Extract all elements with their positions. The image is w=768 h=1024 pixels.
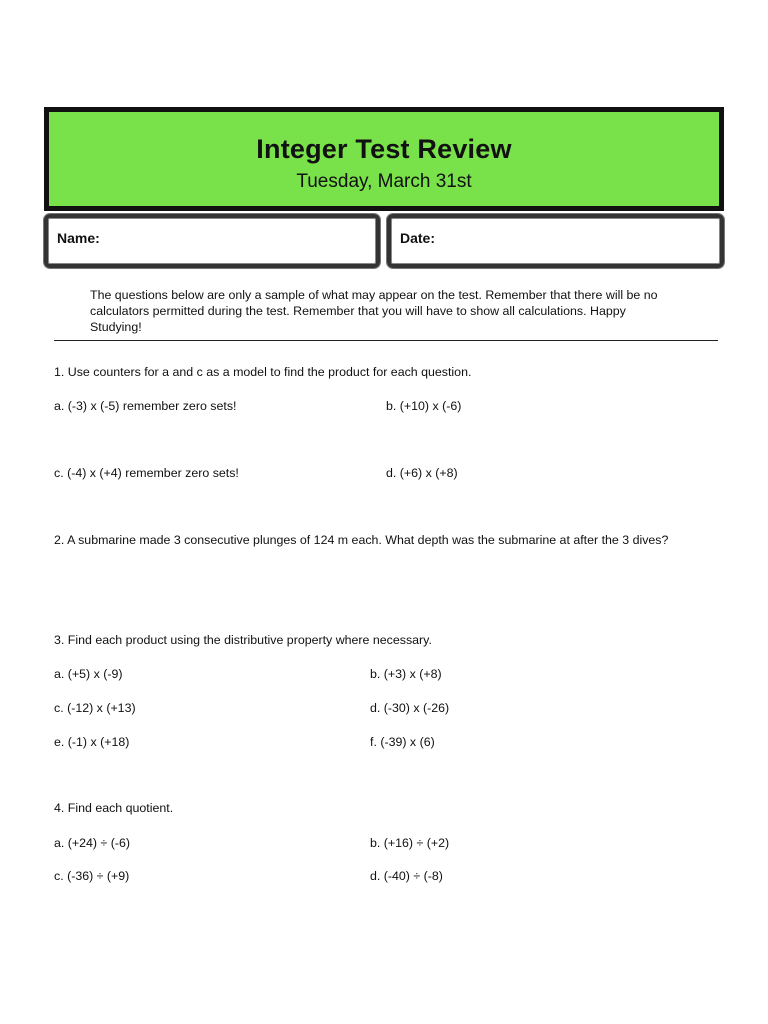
page-subtitle: Tuesday, March 31st	[296, 171, 472, 192]
name-label: Name:	[57, 230, 100, 246]
q4-part-a: a. (+24) ÷ (-6)	[54, 836, 131, 850]
date-field[interactable]	[387, 214, 724, 268]
q3-part-d: d. (-30) x (-26)	[370, 701, 450, 715]
q1-prompt: 1. Use counters for a and c as a model to find the product for each question.	[54, 365, 472, 379]
q3-part-a: a. (+5) x (-9)	[54, 667, 123, 681]
q4-part-b: b. (+16) ÷ (+2)	[370, 836, 450, 850]
q3-part-b: b. (+3) x (+8)	[370, 667, 442, 681]
q3-part-e: e. (-1) x (+18)	[54, 735, 130, 749]
q3-part-f: f. (-39) x (6)	[370, 735, 435, 749]
q4-part-d: d. (-40) ÷ (-8)	[370, 869, 443, 883]
q2-prompt: 2. A submarine made 3 consecutive plunges of 124 m each. What depth was the submarine at after the 3 dives?	[54, 533, 669, 547]
q3-part-c: c. (-12) x (+13)	[54, 701, 136, 715]
name-field[interactable]	[44, 214, 380, 268]
intro-text: The questions below are only a sample of what may appear on the test. Remember that there will be no calculators permitted during the test. Remember that you will have to show all calculations. Happy Studying!	[90, 288, 658, 334]
q1-part-a: a. (-3) x (-5) remember zero sets!	[54, 399, 237, 413]
q4-part-c: c. (-36) ÷ (+9)	[54, 869, 130, 883]
q1-part-c: c. (-4) x (+4) remember zero sets!	[54, 466, 239, 480]
date-label: Date:	[400, 230, 436, 246]
title-banner	[44, 107, 724, 211]
q3-prompt: 3. Find each product using the distributive property where necessary.	[54, 633, 432, 647]
q1-part-b: b. (+10) x (-6)	[386, 399, 462, 413]
page-title: Integer Test Review	[256, 134, 512, 164]
q4-prompt: 4. Find each quotient.	[54, 801, 174, 815]
divider	[54, 340, 718, 341]
q1-part-d: d. (+6) x (+8)	[386, 466, 458, 480]
